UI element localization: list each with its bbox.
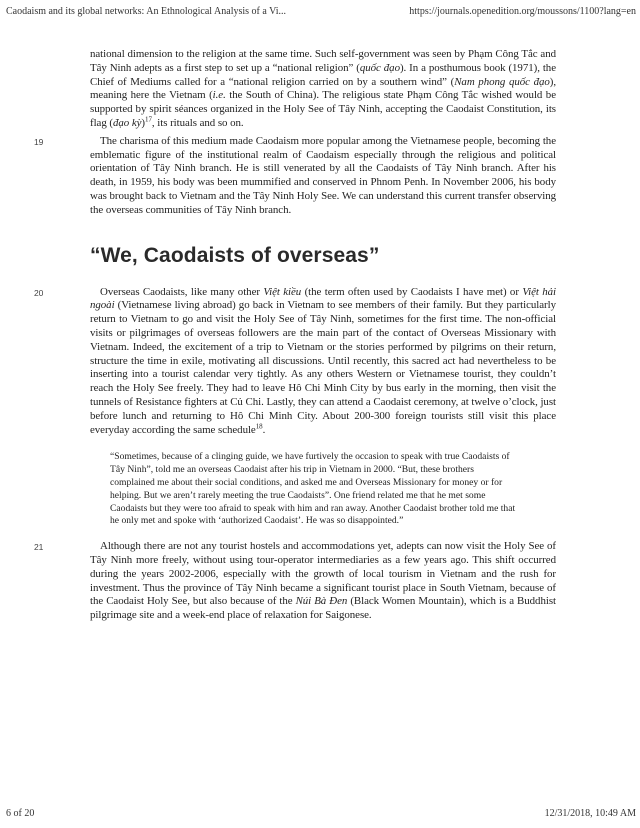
print-header (6, 6, 636, 20)
page-url[interactable]: https://journals.openedition.org/moussons/1100?lang=en (409, 6, 636, 17)
paragraph-21: 21 Although there are not any tourist hostels and accommodations yet, adepts can now visit the Holy See of Tây Ninh more freely, without using tour-operator intermediaries as a few years ago. This shift occurred during the years 2002-2006, especially with the growth of local tourism in Vietnam and the rush for investment. Thus the province of Tây Ninh became a significant tourist place in South Vietnam, because of the Caodaist Holy See, but also because of the Núi Bà Đen (Black Women Mountain), which is a Buddhist pilgrimage site and a week-end place of relaxation for Saigonese. (34, 540, 556, 622)
footnote-ref-18[interactable]: 18 (255, 421, 263, 430)
paragraph-20: 20 Overseas Caodaists, like many other Việt kiều (the term often used by Caodaists I have met) or Việt hải ngoài (Vietnamese living abroad) go back in Vietnam to see members of their family. But they particularly return to Vietnam to go and visit the Holy See of Tây Ninh, sometimes for the first time. The non-official visits or pilgrimages of overseas followers are the main part of the contact of Overseas Missionary with Vietnam. Indeed, the excitement of a trip to Vietnam or the stories performed by pilgrims on their return, structure the time in exile, motivating all discussions. Until recently, this sacred act had nevertheless to be inserting into a tourist calendar very tightly. As any others Western or Vietnamese tourist, they couldn’t reach the Holy See freely. They had to leave Hô Chi Minh City by bus early in the morning, then visit the tunnels of Resistance fighters at Củ Chi. Lastly, they can attend a Caodaist ceremony, at twelve o’clock, just before lunch and returning to Hô Chi Minh City. About 200-300 foreign tourists still visit this place everyday according the same schedule$^{18}$. (34, 285, 557, 436)
print-footer (6, 808, 636, 822)
paragraph-19: 19 The charisma of this medium made Caodaism more popular among the Vietnamese people, becoming the emblematic figure of the institutional realm of Caodaism especially through the religious and political orientation of Tây Ninh branch. He is still venerated by all the Caodaists of Tây Ninh branch. After his death, in 1959, his body was been mummified and conserved in Phnom Penh. In November 2006, his body was brought back to Vietnam and the Tây Ninh Holy See. We can understand this current transfer observing the overseas communities of Tây Ninh branch. (34, 134, 556, 216)
paragraph-number: 20 (34, 287, 44, 298)
block-quote: “Sometimes, because of a clinging guide, we have furtively the occasion to speak with true Caodaists of Tây Ninh”, told me an overseas Caodaist after his trip in Vietnam in 2000. “But, these brothers complained me about their social conditions, and asked me and Overseas Missionary for money or for helping. But we aren’t rarely meeting the true Caodaists”. One friend related me that he met some Caodaists but they were too afraid to speak with him and ran away. Another Caodaist brother told me that he only met and spoke with ‘authorized Caodaist’. He was so disappointed.” (110, 451, 516, 527)
print-datetime: 12/31/2018, 10:49 AM (544, 808, 636, 819)
footnote-ref-17[interactable]: 17 (145, 115, 152, 124)
page-counter: 6 of 20 (6, 808, 35, 819)
section-heading: “We, Caodaists of overseas” (90, 243, 380, 267)
paragraph-number: 19 (34, 136, 44, 147)
page-title: Caodaism and its global networks: An Ethnological Analysis of a Vi... (6, 6, 287, 17)
paragraph-intro: national dimension to the religion at the same time. Such self-government was seen by Phạm Công Tắc and Tây Ninh adepts as a first step to set up a “national religion” (quốc đạo). In a posthumous book (1971), the Chief of Mediums called for a “national religion carried on by a southern wind” (Nam phong quốc đạo), meaning here the Vietnam (i.e. the South of China). The religious state Phạm Công Tắc wished would be supported by spirit séances organized in the Holy See of Tây Ninh, accepting the Caodaist Constitution, its flag (đạo kỳ)$^{17}$, its rituals and so on. (90, 48, 557, 129)
article-body (34, 48, 557, 623)
paragraph-number: 21 (34, 542, 44, 553)
